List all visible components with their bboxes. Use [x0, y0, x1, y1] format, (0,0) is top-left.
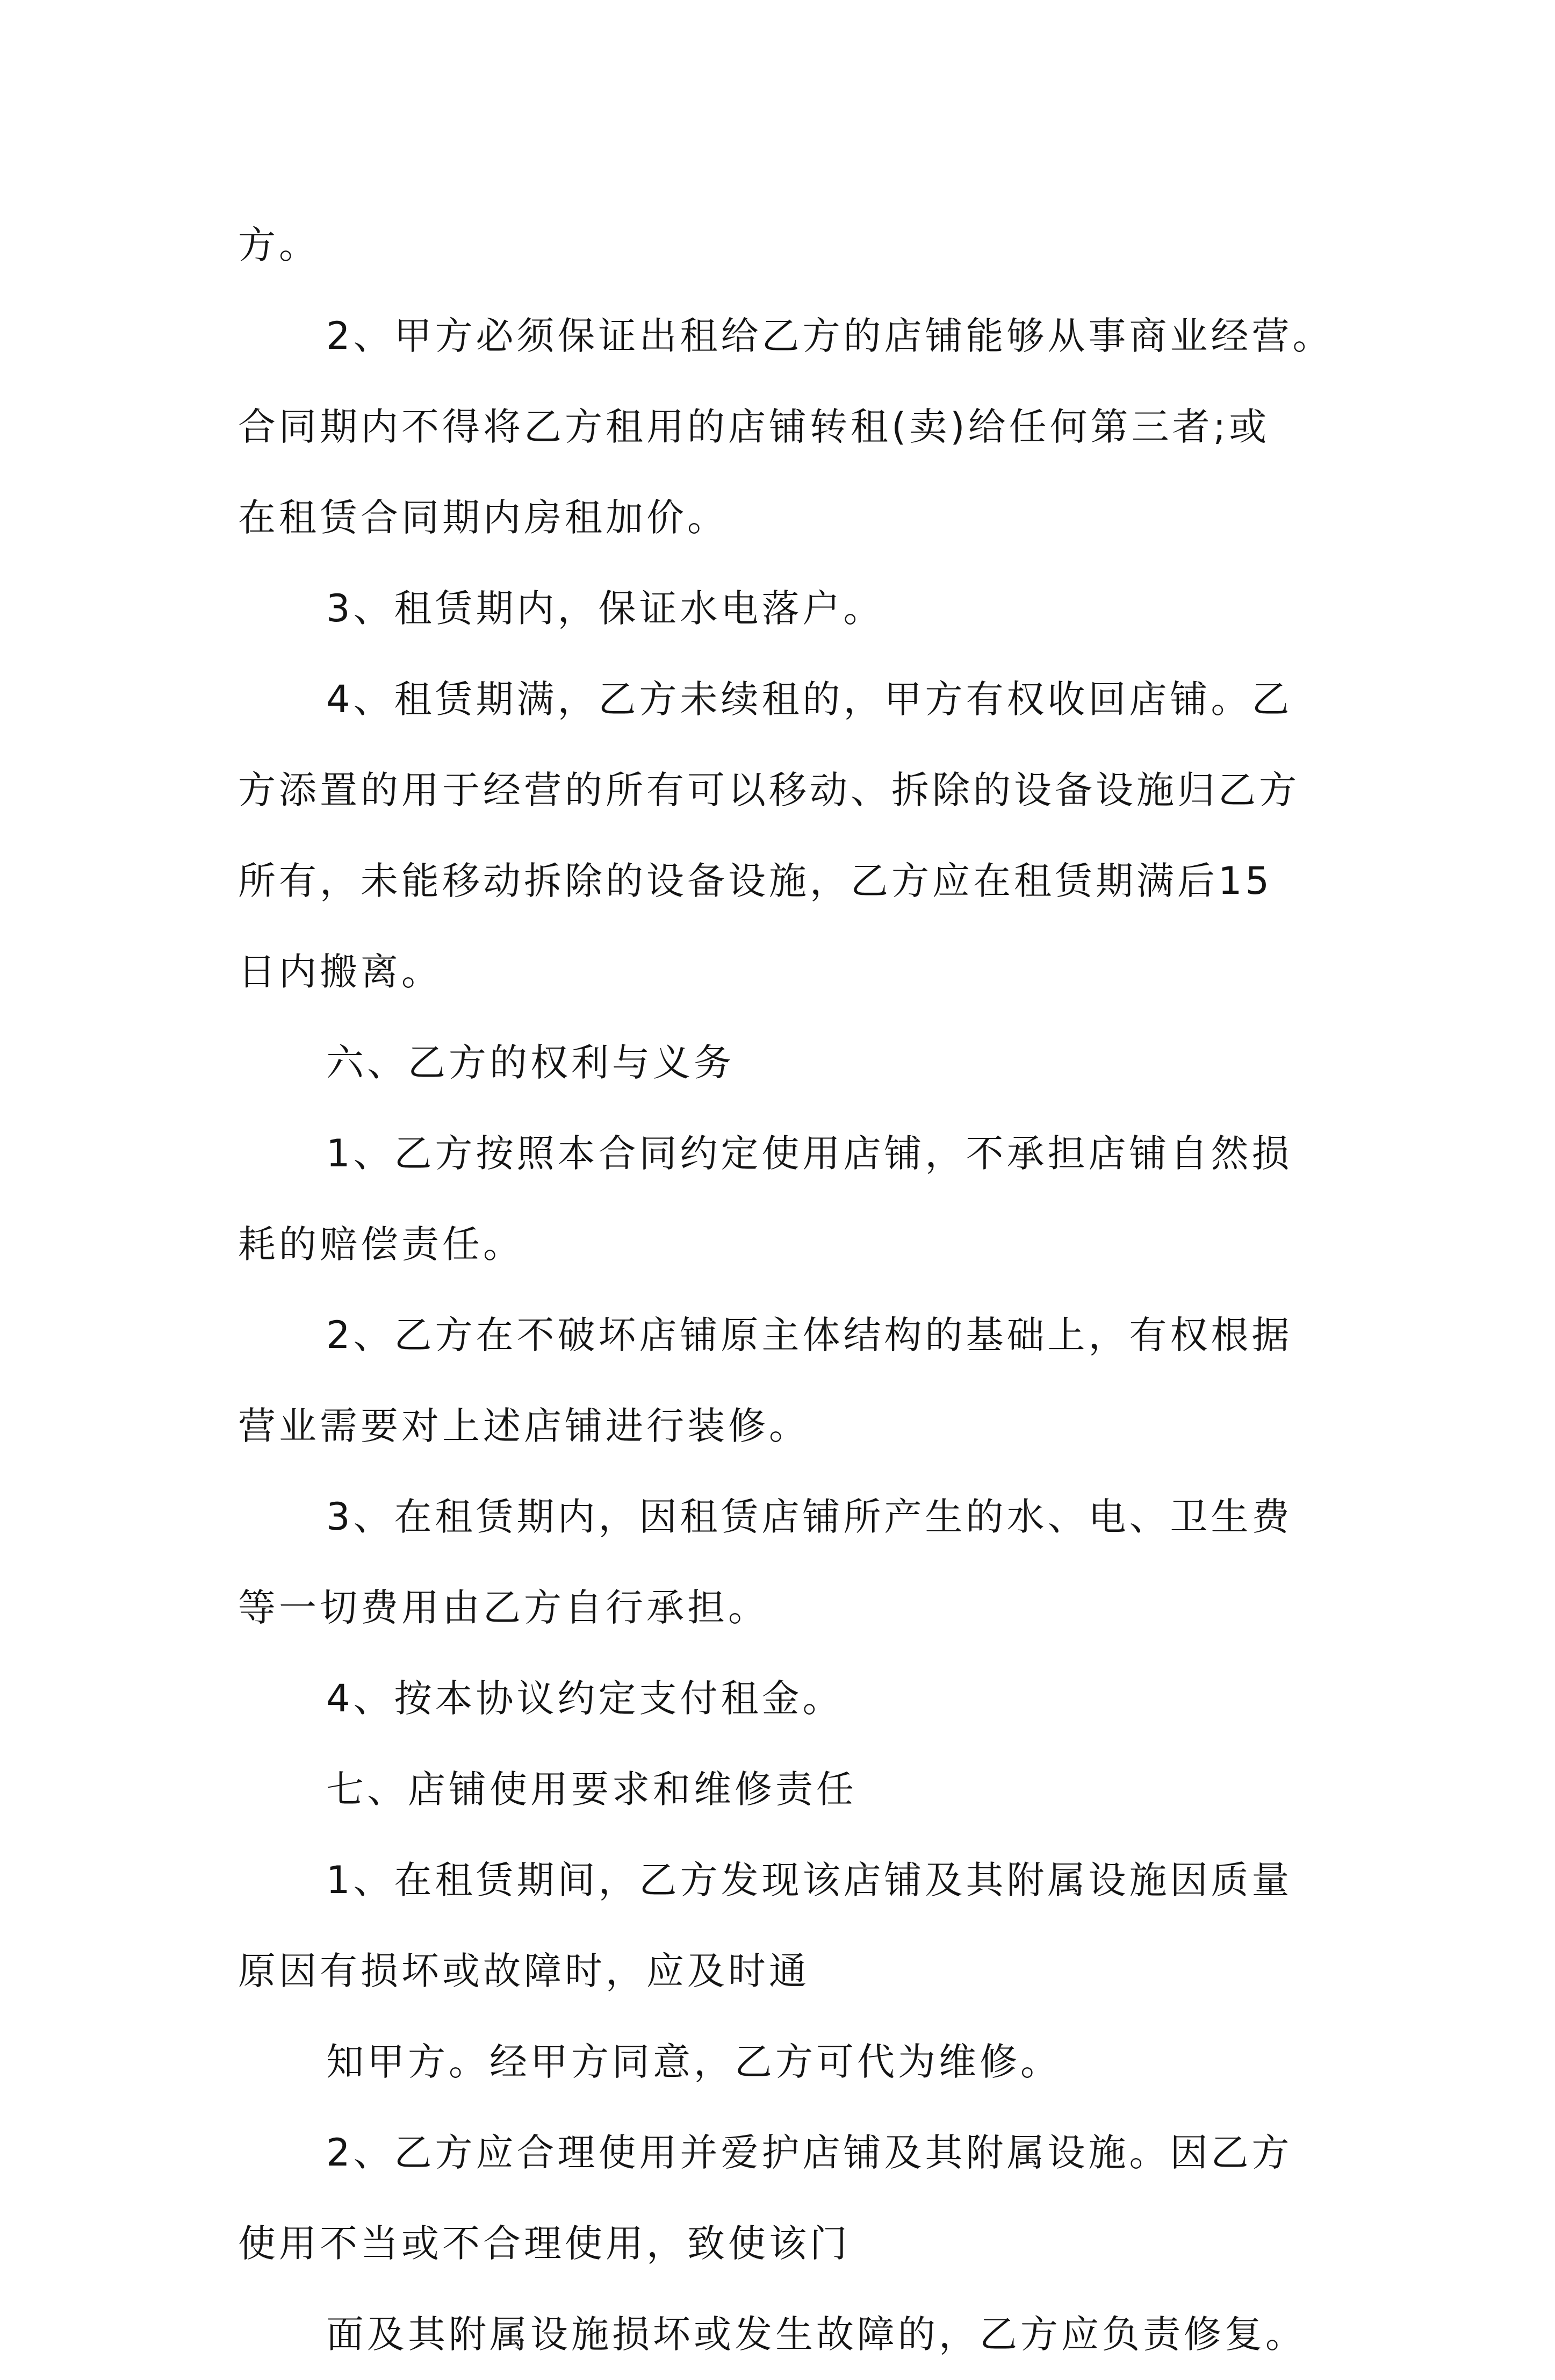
text-line: 3、在租赁期内，因租赁店铺所产生的水、电、卫生费 [326, 1495, 1293, 1539]
section-heading: 六、乙方的权利与义务 [326, 1041, 735, 1085]
text-line: 知甲方。经甲方同意，乙方可代为维修。 [326, 2040, 1061, 2084]
text-line: 在租赁合同期内房租加价。 [238, 496, 728, 540]
text-line: 4、租赁期满，乙方未续租的，甲方有权收回店铺。乙 [326, 677, 1293, 721]
section-heading: 七、店铺使用要求和维修责任 [326, 1767, 857, 1811]
text-line: 2、甲方必须保证出租给乙方的店铺能够从事商业经营。 [326, 314, 1334, 358]
text-line: 所有，未能移动拆除的设备设施，乙方应在租赁期满后15 [238, 859, 1273, 903]
text-line: 2、乙方在不破坏店铺原主体结构的基础上，有权根据 [326, 1313, 1293, 1357]
document-body [238, 200, 1399, 2380]
text-line: 日内搬离。 [238, 950, 442, 994]
text-line: 面及其附属设施损坏或发生故障的，乙方应负责修复。 [326, 2312, 1306, 2356]
text-line: 等一切费用由乙方自行承担。 [238, 1586, 769, 1630]
text-line: 3、租赁期内，保证水电落户。 [326, 586, 884, 630]
text-line: 方。 [238, 223, 320, 267]
text-line: 1、在租赁期间，乙方发现该店铺及其附属设施因质量 [326, 1858, 1293, 1902]
text-line: 方添置的用于经营的所有可以移动、拆除的设备设施归乙方 [238, 768, 1300, 812]
text-line: 使用不当或不合理使用，致使该门 [238, 2221, 851, 2266]
text-line: 4、按本协议约定支付租金。 [326, 1676, 844, 1721]
text-line: 1、乙方按照本合同约定使用店铺，不承担店铺自然损 [326, 1131, 1293, 1175]
text-line: 耗的赔偿责任。 [238, 1222, 524, 1266]
text-line: 营业需要对上述店铺进行装修。 [238, 1404, 810, 1448]
text-line: 原因有损坏或故障时，应及时通 [238, 1949, 810, 1993]
text-line: 2、乙方应合理使用并爱护店铺及其附属设施。因乙方 [326, 2131, 1293, 2175]
text-line: 合同期内不得将乙方租用的店铺转租(卖)给任何第三者;或 [238, 405, 1270, 449]
